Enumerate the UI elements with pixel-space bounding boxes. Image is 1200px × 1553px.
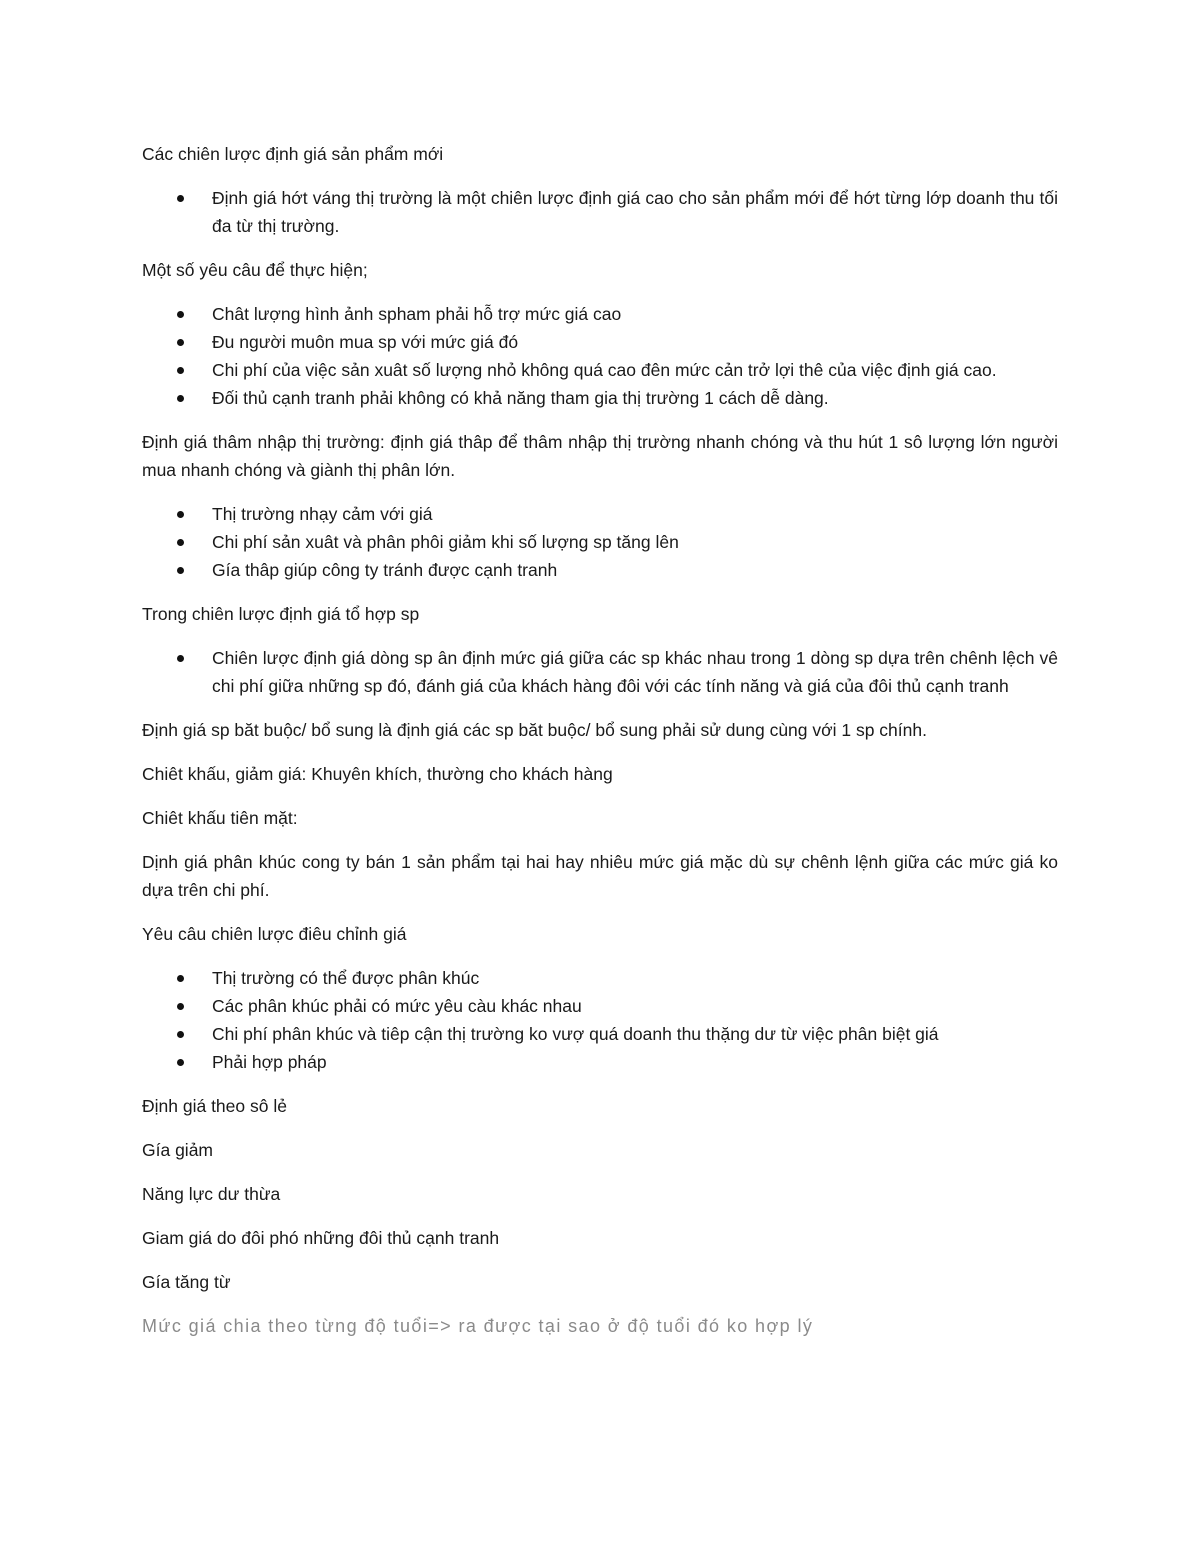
list-item [212, 556, 1058, 584]
bullet-icon [177, 567, 184, 574]
bullet-icon [177, 195, 184, 202]
list-item-text: Định giá hớt váng thị trường là một chiên lược định giá cao cho sản phẩm mới để hớt từng lớp doanh thu tối đa từ thị trường. [212, 188, 1058, 236]
paragraph-cash-discount: Chiêt khấu tiên mặt: [142, 808, 298, 828]
bullet-icon [177, 395, 184, 402]
paragraph-discounts: Chiêt khấu, giảm giá: Khuyên khích, thường cho khách hàng [142, 764, 613, 784]
paragraph-product-mix: Trong chiên lược định giá tổ hợp sp [142, 604, 420, 624]
list-item [212, 1020, 1058, 1048]
paragraph-price-increase: Gía tăng từ [142, 1272, 231, 1292]
list-item-text: Thị trường có thể được phân khúc [212, 968, 480, 988]
paragraph-adjustment-requirements: Yêu câu chiên lược điêu chỉnh giá [142, 924, 407, 944]
paragraph-odd-pricing: Định giá theo sô lẻ [142, 1096, 287, 1116]
list-item-text: Thị trường nhạy cảm với giá [212, 504, 433, 524]
bullet-icon [177, 311, 184, 318]
paragraph-segmented-pricing: Dịnh giá phân khúc cong ty bán 1 sản phẩm tại hai hay nhiêu mức giá mặc dù sự chênh lệnh giữa các mức giá ko dựa trên chi phí. [142, 852, 1058, 900]
list-item-text: Chiên lược định giá dòng sp ân định mức giá giữa các sp khác nhau trong 1 dòng sp dựa trên chênh lệch vê chi phí giữa những sp đó, đánh giá của khách hàng đôi với các tính năng và giá của đôi thủ cạnh tranh [212, 648, 1058, 696]
list-item-text: Đối thủ cạnh tranh phải không có khả năng tham gia thị trường 1 cách dễ dàng. [212, 388, 829, 408]
list-item [212, 992, 1058, 1020]
list-item [212, 184, 1058, 240]
bullet-icon [177, 975, 184, 982]
list-item-text: Đu người muôn mua sp với mức giá đó [212, 332, 519, 352]
list-item-text: Chi phí phân khúc và tiêp cận thị trường ko vượ quá doanh thu thặng dư từ việc phân biệt giá [212, 1024, 939, 1044]
list-item-text: Các phân khúc phải có mức yêu càu khác nhau [212, 996, 582, 1016]
paragraph-price-cut: Gía giảm [142, 1140, 213, 1160]
bullet-list-skimming [142, 184, 1058, 240]
bullet-icon [177, 1059, 184, 1066]
list-item [212, 528, 1058, 556]
bullet-icon [177, 539, 184, 546]
list-item [212, 356, 1058, 384]
bullet-icon [177, 367, 184, 374]
paragraph-penetration-pricing: Định giá thâm nhập thị trường: định giá thâp để thâm nhập thị trường nhanh chóng và thu hút 1 sô lượng lớn người mua nhanh chóng và giành thị phân lớn. [142, 432, 1058, 480]
list-item-text: Chi phí sản xuât và phân phôi giảm khi số lượng sp tăng lên [212, 532, 679, 552]
paragraph-excess-capacity: Năng lực dư thừa [142, 1184, 281, 1204]
list-item [212, 500, 1058, 528]
list-item [212, 644, 1058, 700]
list-item-text: Phải hợp pháp [212, 1052, 327, 1072]
list-item [212, 300, 1058, 328]
list-item-text: Chi phí của việc sản xuât số lượng nhỏ không quá cao đên mức cản trở lợi thê của việc định giá cao. [212, 360, 997, 380]
list-item [212, 1048, 1058, 1076]
bullet-list-product-line [142, 644, 1058, 700]
bullet-icon [177, 1003, 184, 1010]
bullet-icon [177, 1031, 184, 1038]
list-item-text: Chât lượng hình ảnh spham phải hỗ trợ mức giá cao [212, 304, 622, 324]
list-item [212, 384, 1058, 412]
list-item [212, 964, 1058, 992]
paragraph-age-pricing: Mức giá chia theo từng độ tuổi=> ra được tại sao ở độ tuổi đó ko hợp lý [142, 1316, 814, 1336]
bullet-list-penetration [142, 500, 1058, 584]
bullet-list-segmentation [142, 964, 1058, 1076]
heading-new-product-pricing: Các chiên lược định giá sản phẩm mới [142, 144, 444, 164]
paragraph-requirements: Một số yêu câu để thực hiện; [142, 260, 368, 280]
paragraph-captive-pricing: Định giá sp băt buộc/ bổ sung là định giá các sp băt buộc/ bổ sung phải sử dung cùng với 1 sp chính. [142, 720, 927, 740]
paragraph-competitor-response: Giam giá do đôi phó những đôi thủ cạnh tranh [142, 1228, 500, 1248]
list-item [212, 328, 1058, 356]
list-item-text: Gía thâp giúp công ty tránh được cạnh tranh [212, 560, 558, 580]
bullet-icon [177, 339, 184, 346]
bullet-icon [177, 655, 184, 662]
bullet-icon [177, 511, 184, 518]
bullet-list-requirements [142, 300, 1058, 412]
